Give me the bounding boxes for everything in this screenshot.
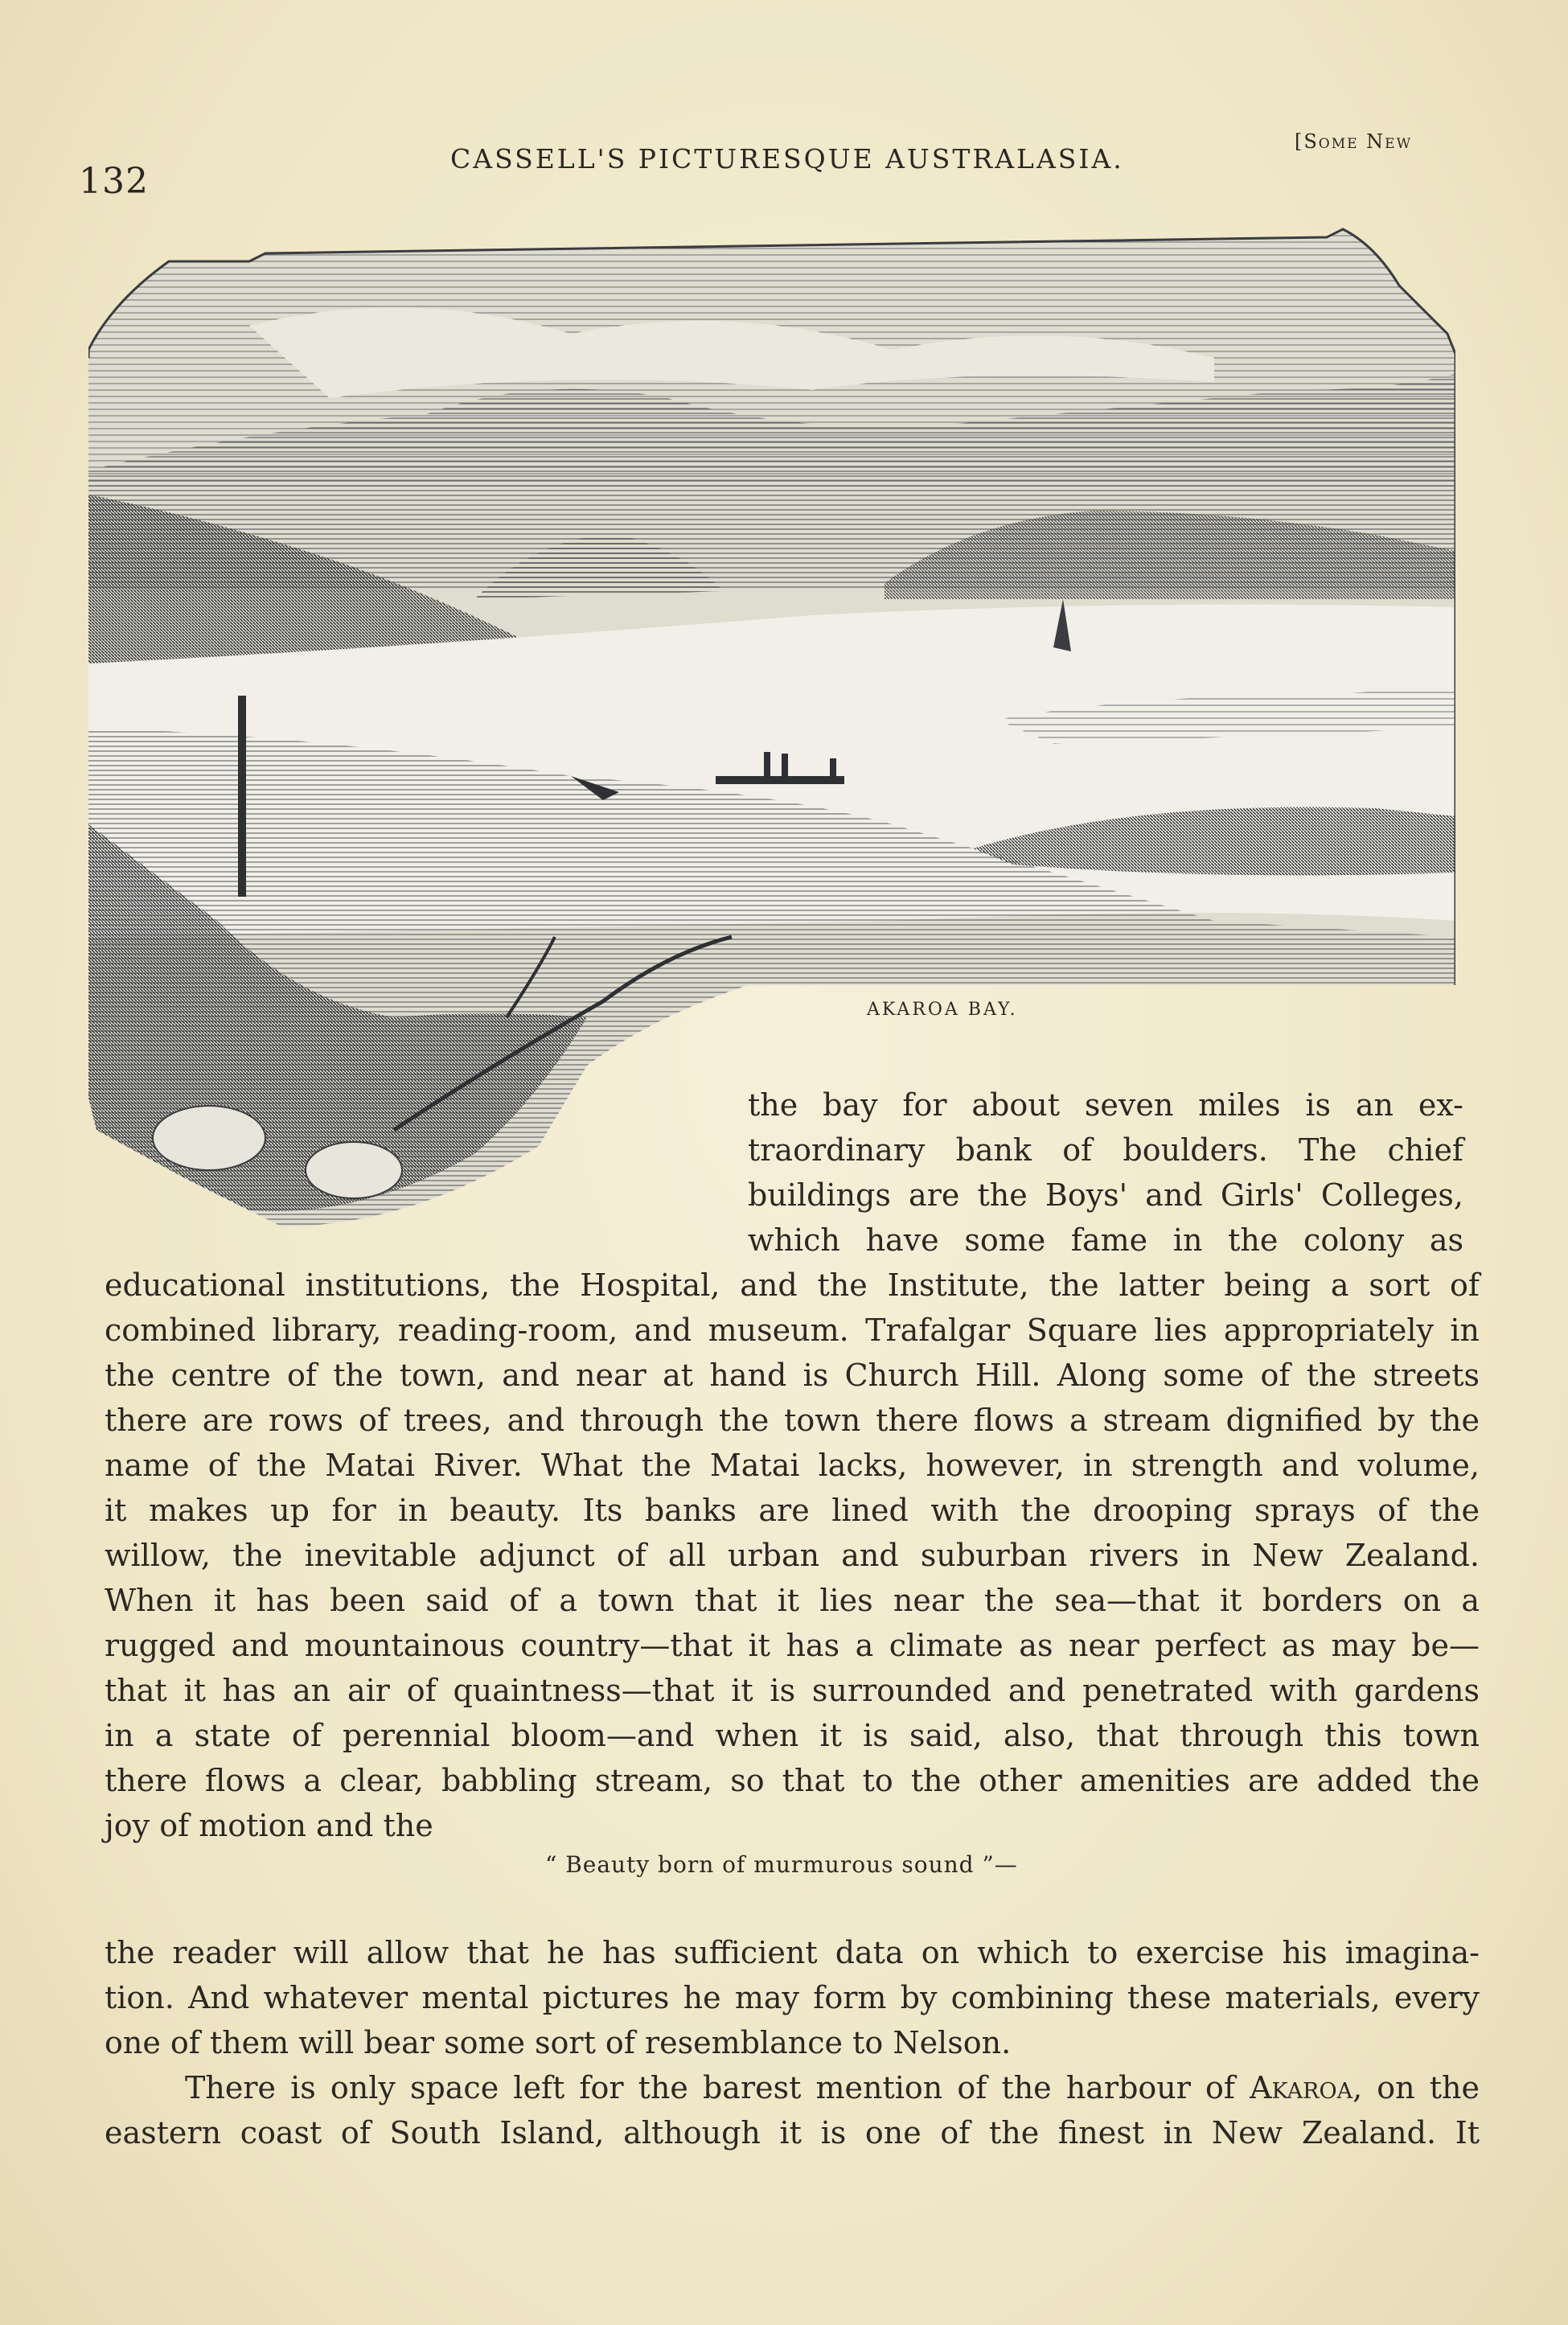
body-line: tion. And whatever mental pictures he may form by combining these materials, every xyxy=(105,1980,1480,2015)
body-line: there flows a clear, babbling stream, so that to the other amenities are added the xyxy=(105,1763,1480,1798)
section-marker: [Some New xyxy=(1295,130,1413,153)
body-line: the bay for about seven miles is an ex- xyxy=(748,1087,1463,1123)
body-line: name of the Matai River. What the Matai lacks, however, in strength and volume, xyxy=(105,1448,1480,1483)
body-line: that it has an air of quaintness—that it is surrounded and penetrated with gardens xyxy=(105,1673,1480,1708)
body-line: one of them will bear some sort of resemblance to Nelson. xyxy=(105,2025,1012,2060)
body-line: in a state of perennial bloom—and when it is said, also, that through this town xyxy=(105,1718,1480,1753)
body-line: traordinary bank of boulders. The chief xyxy=(748,1132,1463,1168)
running-title: CASSELL'S PICTURESQUE AUSTRALASIA. xyxy=(450,143,1124,175)
place-name: Akaroa xyxy=(1250,2070,1353,2105)
illustration-caption: AKAROA BAY. xyxy=(867,1000,1018,1020)
body-line: willow, the inevitable adjunct of all urban and suburban rivers in New Zealand. xyxy=(105,1538,1480,1573)
paragraph-text: There is only space left for the barest mention of the harbour of xyxy=(185,2070,1250,2105)
body-line: there are rows of trees, and through the town there flows a stream dignified by the xyxy=(105,1403,1480,1438)
page-number: 132 xyxy=(79,161,149,202)
body-line: combined library, reading-room, and museum. Trafalgar Square lies appropriately in xyxy=(105,1312,1480,1348)
paragraph-line xyxy=(185,2065,1480,2110)
body-line: eastern coast of South Island, although it is one of the finest in New Zealand. It xyxy=(105,2115,1480,2150)
paragraph-text: , on the xyxy=(1353,2070,1480,2105)
body-line: When it has been said of a town that it lies near the sea—that it borders on a xyxy=(105,1583,1480,1618)
body-line: joy of motion and the xyxy=(105,1808,433,1843)
block-quote: “ Beauty born of murmurous sound ”— xyxy=(545,1851,1018,1878)
body-line: the centre of the town, and near at hand is Church Hill. Along some of the streets xyxy=(105,1358,1480,1393)
body-line: rugged and mountainous country—that it has a climate as near perfect as may be— xyxy=(105,1628,1480,1663)
body-line: educational institutions, the Hospital, and the Institute, the latter being a sort of xyxy=(105,1267,1480,1303)
body-line: buildings are the Boys' and Girls' Colleges, xyxy=(748,1177,1463,1213)
body-line: which have some fame in the colony as xyxy=(748,1222,1463,1258)
body-line: the reader will allow that he has sufficient data on which to exercise his imagina- xyxy=(105,1935,1480,1970)
body-line: it makes up for in beauty. Its banks are lined with the drooping sprays of the xyxy=(105,1493,1480,1528)
